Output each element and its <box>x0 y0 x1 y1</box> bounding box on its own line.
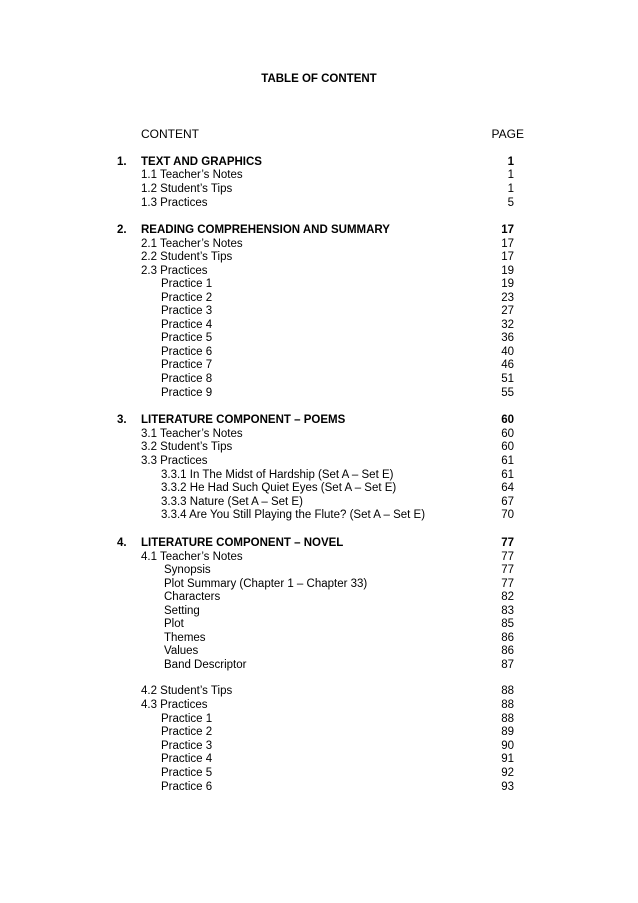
toc-entry-title: 3.2 Student’s Tips <box>141 441 233 453</box>
toc-entry-title: Practice 4 <box>161 319 213 331</box>
toc-entry-title: Practice 4 <box>161 753 213 765</box>
toc-row <box>0 631 638 645</box>
toc-row <box>0 563 638 577</box>
toc-entry-title: Practice 3 <box>161 305 213 317</box>
toc-entry-title: Practice 9 <box>161 387 213 399</box>
toc-page-number: 92 <box>501 767 514 779</box>
toc-row <box>0 277 638 291</box>
toc-entry-title: LITERATURE COMPONENT – NOVEL <box>141 537 344 549</box>
toc-row <box>0 550 638 564</box>
toc-page-number: 83 <box>501 605 514 617</box>
toc-entry-title: Band Descriptor <box>164 659 247 671</box>
toc-page-number: 1 <box>507 183 514 195</box>
toc-row <box>0 291 638 305</box>
toc-page-number: 77 <box>501 564 514 576</box>
toc-page-number: 19 <box>501 265 514 277</box>
toc-entry-title: Practice 6 <box>161 346 213 358</box>
toc-section-number: 4. <box>117 537 127 549</box>
toc-page-number: 77 <box>501 551 514 563</box>
toc-entry-title: 3.3.1 In The Midst of Hardship (Set A – Set E) <box>161 469 394 481</box>
toc-row <box>0 168 638 182</box>
toc-page-number: 61 <box>501 469 514 481</box>
toc-row <box>0 590 638 604</box>
toc-page-number: 86 <box>501 645 514 657</box>
toc-section-number: 3. <box>117 414 127 426</box>
toc-page-number: 60 <box>501 428 514 440</box>
toc-row <box>0 644 638 658</box>
toc-row <box>0 372 638 386</box>
toc-page-number: 60 <box>501 414 514 426</box>
toc-entry-title: READING COMPREHENSION AND SUMMARY <box>141 224 390 236</box>
toc-entry-title: Plot Summary (Chapter 1 – Chapter 33) <box>164 578 368 590</box>
toc-page-number: 86 <box>501 632 514 644</box>
toc-entry-title: Characters <box>164 591 221 603</box>
toc-entry-title: 2.3 Practices <box>141 265 208 277</box>
toc-page-number: 61 <box>501 455 514 467</box>
toc-entry-title: 4.2 Student’s Tips <box>141 685 233 697</box>
toc-row <box>0 536 638 550</box>
toc-page-number: 46 <box>501 359 514 371</box>
toc-entry-title: 3.3.2 He Had Such Quiet Eyes (Set A – Set E) <box>161 482 397 494</box>
toc-page-number: 51 <box>501 373 514 385</box>
toc-entry-title: Setting <box>164 605 200 617</box>
toc-page-number: 17 <box>501 238 514 250</box>
toc-page-number: 90 <box>501 740 514 752</box>
toc-page-number: 36 <box>501 332 514 344</box>
toc-row <box>0 345 638 359</box>
toc-row <box>0 712 638 726</box>
toc-row <box>0 468 638 482</box>
toc-row <box>0 304 638 318</box>
toc-page-number: 64 <box>501 482 514 494</box>
toc-row <box>0 481 638 495</box>
toc-entry-title: Themes <box>164 632 206 644</box>
toc-row <box>0 413 638 427</box>
toc-row <box>0 440 638 454</box>
toc-entry-title: Practice 2 <box>161 726 213 738</box>
toc-page-number: 60 <box>501 441 514 453</box>
toc-page-number: 19 <box>501 278 514 290</box>
toc-page-number: 77 <box>501 537 514 549</box>
toc-page-number: 40 <box>501 346 514 358</box>
toc-page-number: 55 <box>501 387 514 399</box>
toc-section-number: 1. <box>117 156 127 168</box>
toc-header <box>0 127 638 143</box>
toc-row <box>0 318 638 332</box>
toc-entry-title: 3.3.4 Are You Still Playing the Flute? (Set A – Set E) <box>161 509 426 521</box>
toc-row <box>0 237 638 251</box>
toc-row <box>0 766 638 780</box>
toc-entry-title: Practice 8 <box>161 373 213 385</box>
toc-row <box>0 358 638 372</box>
toc-entry-title: Values <box>164 645 199 657</box>
toc-row <box>0 684 638 698</box>
toc-entry-title: 1.3 Practices <box>141 197 208 209</box>
toc-page-number: 77 <box>501 578 514 590</box>
toc-section-number: 2. <box>117 224 127 236</box>
toc-page-number: 93 <box>501 781 514 793</box>
toc-row <box>0 780 638 794</box>
toc-page-number: 88 <box>501 685 514 697</box>
toc-entry-title: LITERATURE COMPONENT – POEMS <box>141 414 346 426</box>
toc-row <box>0 250 638 264</box>
toc-row <box>0 577 638 591</box>
page-title: TABLE OF CONTENT <box>261 73 377 85</box>
toc-row <box>0 617 638 631</box>
page-column-header: PAGE <box>491 127 524 141</box>
toc-row <box>0 386 638 400</box>
toc-page-number: 89 <box>501 726 514 738</box>
toc-entry-title: 3.1 Teacher’s Notes <box>141 428 243 440</box>
toc-row <box>0 454 638 468</box>
toc-entry-title: 2.2 Student’s Tips <box>141 251 233 263</box>
toc-page-number: 88 <box>501 699 514 711</box>
toc-entry-title: Plot <box>164 618 184 630</box>
toc-row <box>0 264 638 278</box>
toc-entry-title: Practice 7 <box>161 359 213 371</box>
toc-page-number: 23 <box>501 292 514 304</box>
toc-entry-title: Practice 5 <box>161 332 213 344</box>
toc-row <box>0 508 638 522</box>
toc-entry-title: 1.2 Student’s Tips <box>141 183 233 195</box>
toc-page-number: 91 <box>501 753 514 765</box>
toc-row <box>0 223 638 237</box>
toc-entry-title: Practice 1 <box>161 278 213 290</box>
toc-entry-title: 3.3 Practices <box>141 455 208 467</box>
toc-row <box>0 658 638 672</box>
toc-page-number: 5 <box>507 197 514 209</box>
toc-row <box>0 427 638 441</box>
toc-entry-title: 2.1 Teacher’s Notes <box>141 238 243 250</box>
toc-entry-title: 4.1 Teacher’s Notes <box>141 551 243 563</box>
toc-entry-title: 4.3 Practices <box>141 699 208 711</box>
toc-page-number: 17 <box>501 224 514 236</box>
toc-page-number: 82 <box>501 591 514 603</box>
toc-page-number: 32 <box>501 319 514 331</box>
toc-entry-title: Practice 1 <box>161 713 213 725</box>
toc-entry-title: Synopsis <box>164 564 211 576</box>
toc-page-number: 88 <box>501 713 514 725</box>
toc-entry-title: Practice 6 <box>161 781 213 793</box>
toc-page-number: 1 <box>507 156 514 168</box>
toc-row <box>0 604 638 618</box>
toc-page-number: 85 <box>501 618 514 630</box>
toc-entry-title: Practice 5 <box>161 767 213 779</box>
toc-row <box>0 495 638 509</box>
content-column-header: CONTENT <box>141 127 199 141</box>
toc-page-number: 67 <box>501 496 514 508</box>
toc-page-number: 17 <box>501 251 514 263</box>
toc-row <box>0 196 638 210</box>
toc-page-number: 1 <box>507 169 514 181</box>
toc-entry-title: Practice 2 <box>161 292 213 304</box>
toc-page-number: 27 <box>501 305 514 317</box>
toc-entry-title: TEXT AND GRAPHICS <box>141 156 262 168</box>
toc-row <box>0 155 638 169</box>
toc-page-number: 87 <box>501 659 514 671</box>
toc-row <box>0 698 638 712</box>
toc-row <box>0 739 638 753</box>
toc-entry-title: 1.1 Teacher’s Notes <box>141 169 243 181</box>
toc-page-number: 70 <box>501 509 514 521</box>
toc-entry-title: Practice 3 <box>161 740 213 752</box>
toc-row <box>0 725 638 739</box>
toc-row <box>0 182 638 196</box>
toc-entry-title: 3.3.3 Nature (Set A – Set E) <box>161 496 303 508</box>
toc-row <box>0 331 638 345</box>
toc-row <box>0 752 638 766</box>
